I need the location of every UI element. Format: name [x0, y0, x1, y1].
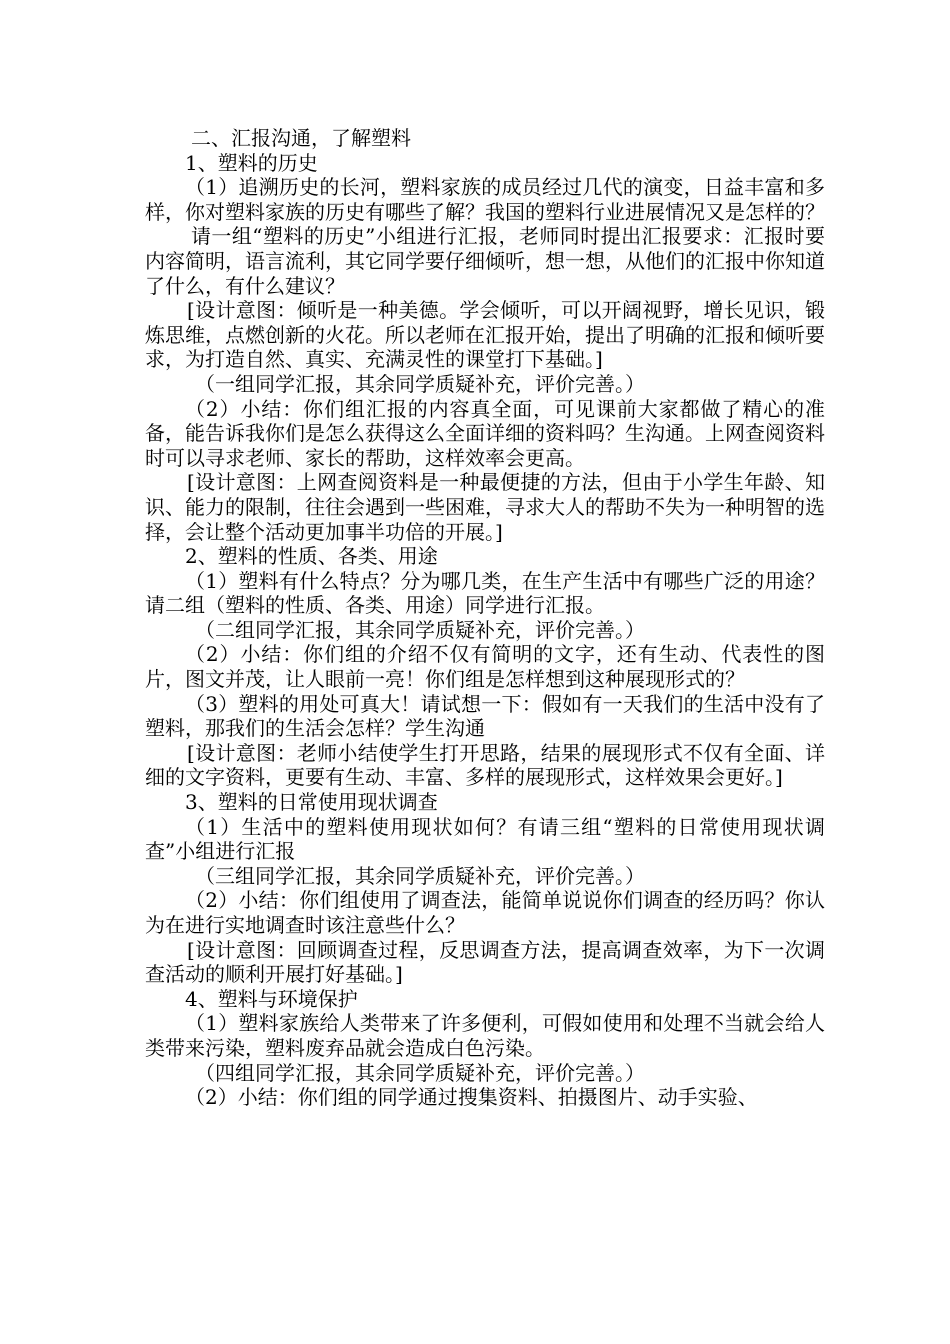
design-intent-note: [设计意图：上网查阅资料是一种最便捷的方法，但由于小学生年龄、知识、能力的限制，往往会遇到一些困难，寻求大人的帮助不失为一种明智的选择，会让整个活动更加事半功倍的开展。] — [145, 470, 825, 544]
activity-note: （一组同学汇报，其余同学质疑补充，评价完善。） — [195, 371, 645, 396]
design-intent-note: [设计意图：回顾调查过程，反思调查方法，提高调查效率，为下一次调查活动的顺利开展打好基础。] — [145, 937, 825, 987]
paragraph: （2）小结：你们组汇报的内容真全面，可见课前大家都做了精心的准备，能告诉我你们是怎么获得这么全面详细的资料吗？生沟通。上网查阅资料时可以寻求老师、家长的帮助，这样效率会更高。 — [145, 396, 825, 470]
activity-note: （三组同学汇报，其余同学质疑补充，评价完善。） — [195, 863, 645, 888]
design-intent-note: [设计意图：倾听是一种美德。学会倾听，可以开阔视野，增长见识，锻炼思维，点燃创新的火花。所以老师在汇报开始，提出了明确的汇报和倾听要求，为打造自然、真实、充满灵性的课堂打下基础。] — [145, 298, 825, 372]
paragraph: （3）塑料的用处可真大！请试想一下：假如有一天我们的生活中没有了塑料，那我们的生活会怎样？学生沟通 — [145, 691, 825, 741]
document-body — [145, 126, 825, 1110]
paragraph: （2）小结：你们组使用了调查法，能简单说说你们调查的经历吗？你认为在进行实地调查时该注意些什么？ — [145, 888, 825, 937]
paragraph: （1）塑料家族给人类带来了许多便利，可假如使用和处理不当就会给人类带来污染，塑料废弃品就会造成白色污染。 — [145, 1011, 825, 1060]
subsection-heading: 4、塑料与环境保护 — [185, 986, 358, 1011]
paragraph: 请一组“塑料的历史”小组进行汇报，老师同时提出汇报要求：汇报时要内容简明，语言流利，其它同学要仔细倾听，想一想，从他们的汇报中你知道了什么，有什么建议？ — [145, 224, 825, 298]
paragraph: （2）小结：你们组的同学通过搜集资料、拍摄图片、动手实验、 — [185, 1085, 758, 1110]
subsection-heading: 2、塑料的性质、各类、用途 — [185, 544, 438, 569]
paragraph: （1）追溯历史的长河，塑料家族的成员经过几代的演变，日益丰富和多样，你对塑料家族的历史有哪些了解？我国的塑料行业进展情况又是怎样的？ — [145, 175, 825, 224]
paragraph: （1）生活中的塑料使用现状如何？有请三组“塑料的日常使用现状调查”小组进行汇报 — [145, 814, 825, 864]
subsection-heading: 3、塑料的日常使用现状调查 — [185, 790, 438, 815]
paragraph: （2）小结：你们组的介绍不仅有简明的文字，还有生动、代表性的图片，图文并茂，让人眼前一亮！你们组是怎样想到这种展现形式的？ — [145, 642, 825, 692]
subsection-heading: 1、塑料的历史 — [185, 150, 318, 175]
activity-note: （四组同学汇报，其余同学质疑补充，评价完善。） — [195, 1060, 645, 1085]
paragraph: （1）塑料有什么特点？分为哪几类，在生产生活中有哪些广泛的用途？请二组（塑料的性质、各类、用途）同学进行汇报。 — [145, 568, 825, 618]
section-heading: 二、汇报沟通，了解塑料 — [191, 126, 411, 150]
activity-note: （二组同学汇报，其余同学质疑补充，评价完善。） — [195, 617, 645, 642]
design-intent-note: [设计意图：老师小结使学生打开思路，结果的展现形式不仅有全面、详细的文字资料，更要有生动、丰富、多样的展现形式，这样效果会更好。] — [145, 740, 825, 790]
